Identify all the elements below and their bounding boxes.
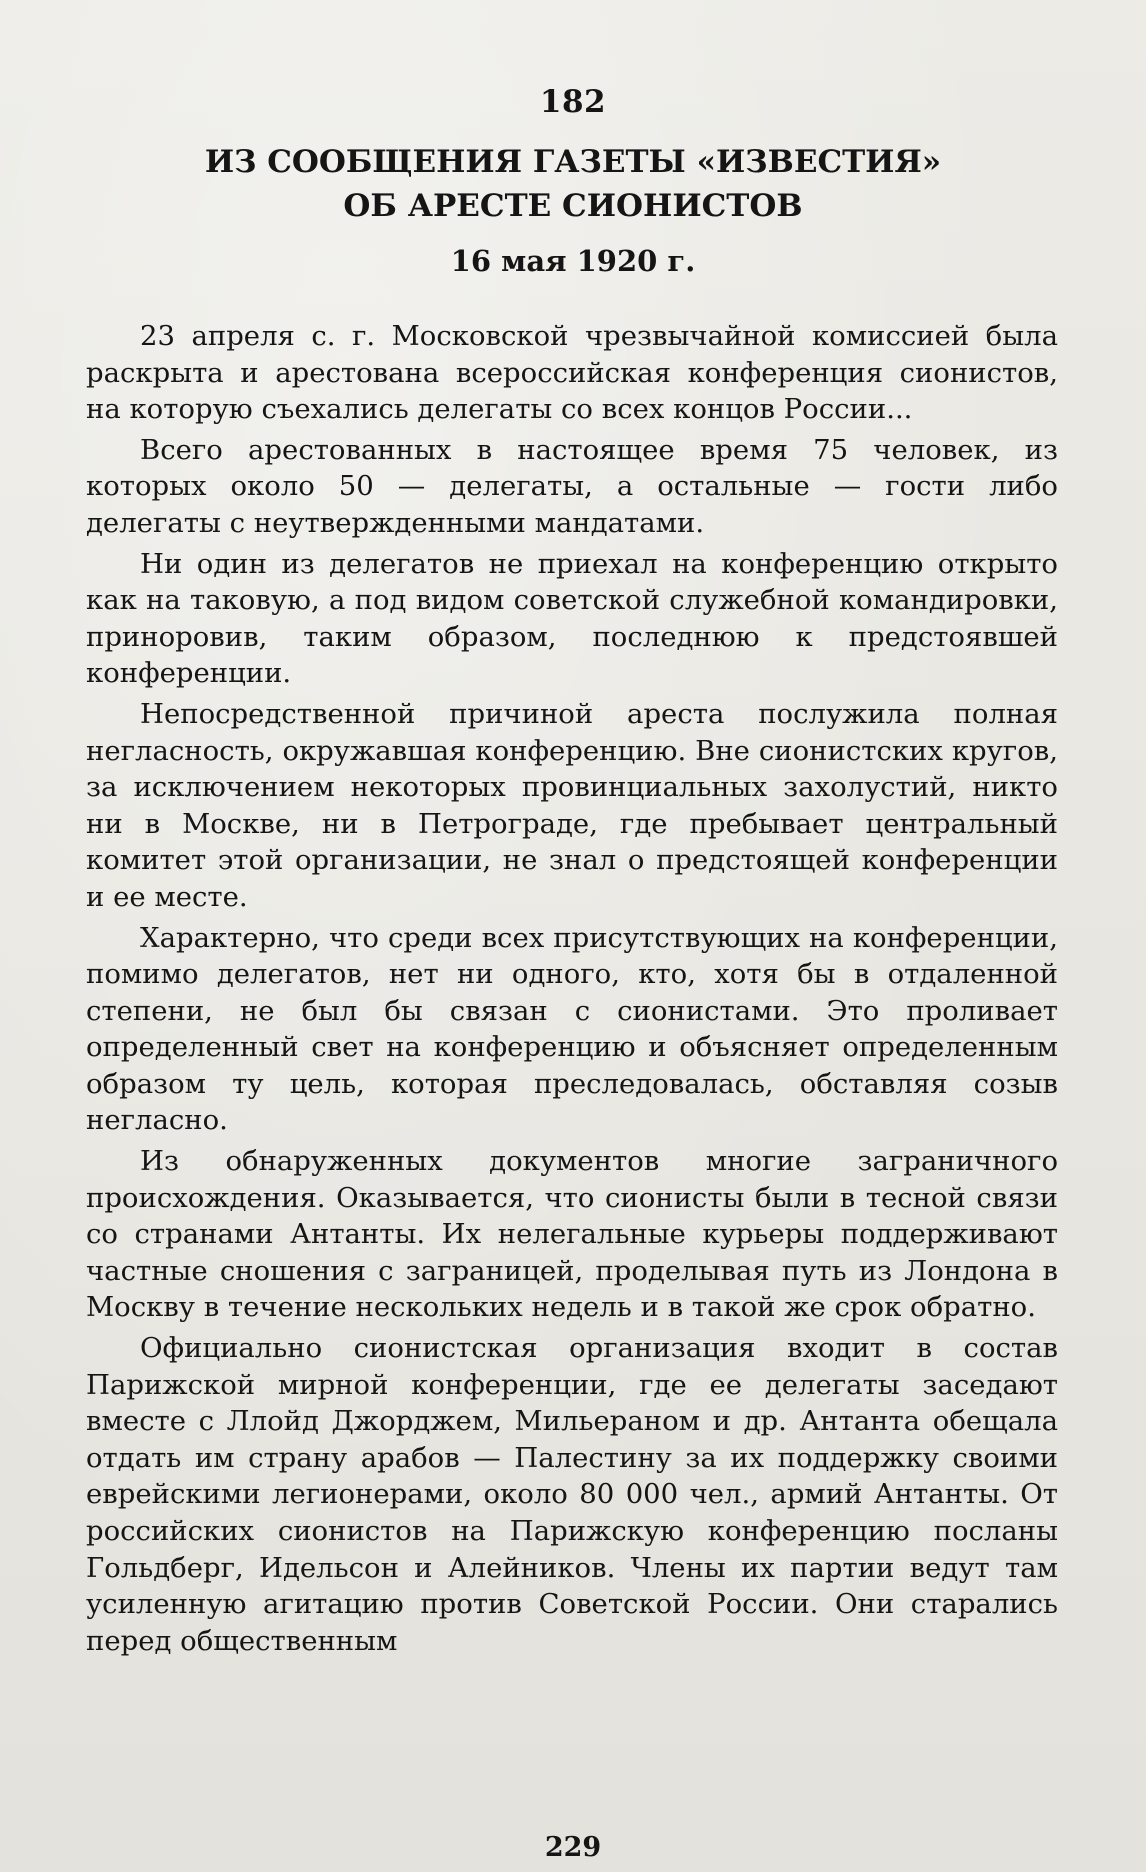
paragraph: Официально сионистская организация входит в состав Парижской мирной конференции, где ее делегаты заседают вместе с Ллойд Джорджем, Мильераном и др. Антанта обещала отдать им страну арабов — Палестину за их поддержку своими еврейскими легионерами, около 80 000 чел., армий Антанты. От российских сионистов на Парижскую конференцию посланы Гольдберг, Идельсон и Алейников. Члены их партии ведут там усиленную агитацию против Советской России. Они старались перед общественным: [86, 1332, 1058, 1657]
document-body: [86, 318, 1058, 1663]
document-number: 182: [539, 84, 607, 120]
paragraph: Непосредственной причиной ареста послужила полная негласность, окружавшая конференцию. Вне сионистских кругов, за исключением некоторых провинциальных захолустий, никто ни в Москве, ни в Петрограде, где пребывает центральный комитет этой организации, не знал о предстоящей конференции и ее месте.: [86, 697, 1058, 913]
paragraph: Всего арестованных в настоящее время 75 человек, из которых около 50 — делегаты, а остальные — гости либо делегаты с неутвержденными мандатами.: [86, 433, 1058, 539]
paragraph: Ни один из делегатов не приехал на конференцию открыто как на таковую, а под видом советской служебной командировки, приноровив, таким образом, последнюю к предстоявшей конференции.: [86, 547, 1058, 690]
paragraph: Из обнаруженных документов многие заграничного происхождения. Оказывается, что сионисты были в тесной связи со странами Антанты. Их нелегальные курьеры поддерживают частные сношения с заграницей, проделывая путь из Лондона в Москву в течение нескольких недель и в такой же срок обратно.: [86, 1145, 1058, 1324]
document-date: 16 мая 1920 г.: [450, 244, 696, 278]
paragraph: 23 апреля с. г. Московской чрезвычайной комиссией была раскрыта и арестована всероссийская конференция сионистов, на которую съехались делегаты со всех концов России...: [86, 320, 1058, 426]
document-title: [0, 140, 1146, 228]
document-title-line-2: ОБ АРЕСТЕ СИОНИСТОВ: [343, 188, 803, 224]
paragraph: Характерно, что среди всех присутствующих на конференции, помимо делегатов, нет ни одного, кто, хотя бы в отдаленной степени, не был бы связан с сионистами. Это проливает определенный свет на конференцию и объясняет определенным образом ту цель, которая преследовалась, обставляя созыв негласно.: [86, 921, 1058, 1137]
page-number: 229: [544, 1832, 602, 1863]
document-title-line-1: ИЗ СООБЩЕНИЯ ГАЗЕТЫ «ИЗВЕСТИЯ»: [204, 144, 942, 180]
